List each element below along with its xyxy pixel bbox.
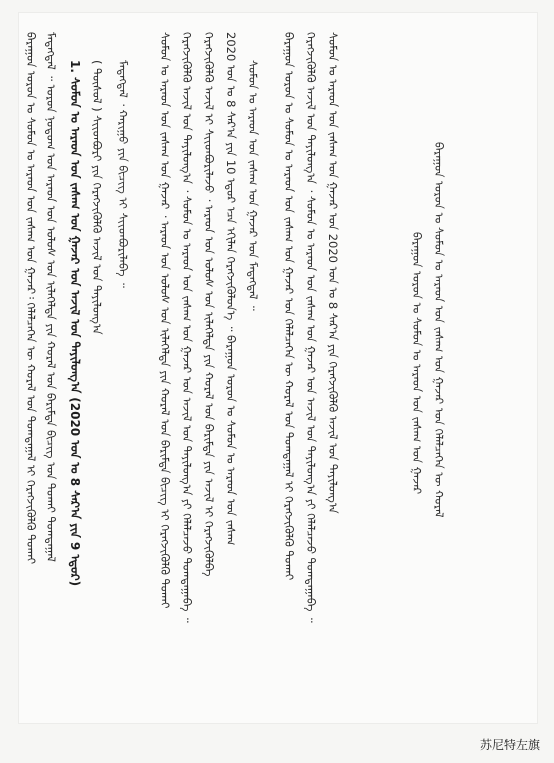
text-column-10: ᠪᠠᠷᠠᠭᠤᠨ ᠤᠷᠤᠨ ᠤ ᠰᠤᠮᠤᠨ ᠤ ᠠᠷᠠᠳ ᠤᠨ ᠵᠠᠰᠠᠭ ᠤᠨ ᠭᠠᠵᠠᠷ ᠤᠨ ᠬᠡᠯᠡᠯᠴᠡᠭᠡᠨ ᠦ ᠬᠤᠷᠠᠯ ᠤᠨ ᠲᠣᠭᠲᠠᠭᠠᠯ ᠢ ᠬᠡᠷᠡᠭᠵᠢᠭᠦᠯᠬᠦ ᠲᠤᠬᠠᠢ [282, 32, 296, 581]
text-column-2: ᠮᠡᠳᠡᠭᠳᠡᠯ ᠃ ᠣᠷᠣᠨ ᠨᠤᠲᠤᠭ ᠤᠨ ᠠᠷᠠᠳ ᠤᠨ ᠤᠯᠤᠰ ᠤᠨ ᠢᠯᠡᠭᠡᠯᠲᠡ ᠶᠢᠨ ᠬᠤᠷᠠᠯ ᠤᠨ ᠪᠠᠷᠢᠮᠲᠠ ᠪᠢᠴᠢᠭ ᠤᠨ ᠲᠤᠬᠠᠢ ᠲᠣᠭᠲᠠᠭᠠᠯ [44, 32, 58, 562]
text-column-1: ᠪᠠᠷᠠᠭᠤᠨ ᠤᠷᠤᠨ ᠤ ᠰᠤᠮᠤᠨ ᠤ ᠠᠷᠠᠳ ᠤᠨ ᠵᠠᠰᠠᠭ ᠤᠨ ᠭᠠᠵᠠᠷ᠄ ᠬᠡᠯᠡᠯᠴᠡᠭᠡᠨ ᠦ ᠬᠤᠷᠠᠯ ᠤᠨ ᠲᠣᠭᠲᠠᠭᠠᠯ ᠢ ᠬᠡᠷᠡᠭᠵᠢᠭᠦᠯᠬᠦ ᠲᠤᠬᠠᠢ [24, 32, 38, 565]
document-sheet [18, 12, 538, 724]
footer-label: 苏尼特左旗 [479, 738, 540, 752]
text-column-3: ( ᠲᠥᠰᠥᠯ ) ᠰᠢᠢᠳᠪᠦᠷᠢ ᠶᠢᠨ ᠬᠡᠷᠡᠭᠵᠢᠭᠦᠯᠬᠦ ᠠᠵᠢᠯ ᠤᠨ ᠲᠠᠶᠢᠯᠤᠩ᠎ᠠ [90, 60, 104, 335]
text-column-12: ᠰᠤᠮᠤᠨ ᠤ ᠠᠷᠠᠳ ᠤᠨ ᠵᠠᠰᠠᠭ ᠤᠨ ᠭᠠᠵᠠᠷ ᠤᠨ 2020 ᠣᠨ ᠤ 8 ᠰᠠᠷ᠎ᠠ ᠶᠢᠨ ᠬᠡᠷᠡᠭᠵᠢᠭᠦᠯᠬᠦ ᠠᠵᠢᠯ ᠤᠨ ᠲᠠᠶᠢᠯᠤᠩ᠎ᠠ [326, 32, 340, 514]
text-column-9: ᠰᠤᠮᠤᠨ ᠤ ᠠᠷᠠᠳ ᠤᠨ ᠵᠠᠰᠠᠭ ᠤᠨ ᠭᠠᠵᠠᠷ ᠤᠨ ᠮᠡᠳᠡᠭᠳᠡᠯ ᠃ [246, 60, 260, 311]
text-column-6: ᠬᠡᠷᠡᠭᠵᠢᠭᠦᠯᠬᠦ ᠠᠵᠢᠯ ᠤᠨ ᠲᠠᠶᠢᠯᠤᠩ᠎ᠠ ᠂ ᠰᠤᠮᠤᠨ ᠤ ᠠᠷᠠᠳ ᠤᠨ ᠵᠠᠰᠠᠭ ᠤᠨ ᠭᠠᠵᠠᠷ ᠤᠨ ᠠᠵᠢᠯ ᠤᠨ ᠲᠠᠶᠢᠯᠤᠩ᠎ᠠ ᠶᠢ ᠬᠡᠯᠡᠯᠴᠡᠵᠦ ᠲᠣᠭᠲᠠᠭᠠᠪᠠ ᠃ [180, 32, 194, 623]
signature-column-1: ᠪᠠᠷᠠᠭᠤᠨ ᠤᠷᠤᠨ ᠤ ᠰᠤᠮᠤᠨ ᠤ ᠠᠷᠠᠳ ᠤᠨ ᠵᠠᠰᠠᠭ ᠤᠨ ᠭᠠᠵᠠᠷ [410, 232, 424, 495]
section-heading-1: 1. ᠰᠤᠮᠤᠨ ᠤ ᠠᠷᠠᠳ ᠤᠨ ᠵᠠᠰᠠᠭ ᠤᠨ ᠭᠠᠵᠠᠷ ᠤᠨ ᠠᠵᠢᠯ ᠤᠨ ᠲᠠᠶᠢᠯᠤᠩ᠎ᠠ (2020 ᠣᠨ ᠤ 8 ᠰᠠᠷ᠎ᠠ ᠶᠢᠨ 9 ᠡᠳᠦᠷ) [68, 60, 82, 587]
text-column-8: 2020 ᠣᠨ ᠤ 8 ᠰᠠᠷ᠎ᠠ ᠶᠢᠨ 10 ᠡᠳᠦᠷ ᠡᠴᠡ ᠡᠬᠢᠯᠡᠨ ᠬᠡᠷᠡᠭᠵᠢᠭᠦᠯᠦᠨ᠎ᠡ ᠃ ᠪᠠᠷᠠᠭᠤᠨ ᠤᠷᠤᠨ ᠤ ᠰᠤᠮᠤᠨ ᠤ ᠠᠷᠠᠳ ᠤᠨ ᠵᠠᠰᠠᠭ [224, 32, 238, 546]
signature-column-2: ᠪᠠᠷᠠᠭᠤᠨ ᠤᠷᠤᠨ ᠤ ᠰᠤᠮᠤᠨ ᠤ ᠠᠷᠠᠳ ᠤᠨ ᠵᠠᠰᠠᠭ ᠤᠨ ᠭᠠᠵᠠᠷ ᠤᠨ ᠬᠡᠯᠡᠯᠴᠡᠭᠡᠨ ᠦ ᠬᠤᠷᠠᠯ [432, 142, 446, 518]
text-column-5: ᠰᠤᠮᠤᠨ ᠤ ᠠᠷᠠᠳ ᠤᠨ ᠵᠠᠰᠠᠭ ᠤᠨ ᠭᠠᠵᠠᠷ ᠂ ᠠᠷᠠᠳ ᠤᠨ ᠤᠯᠤᠰ ᠤᠨ ᠢᠯᠡᠭᠡᠯᠲᠡ ᠶᠢᠨ ᠬᠤᠷᠠᠯ ᠤᠨ ᠪᠠᠷᠢᠮᠲᠠ ᠪᠢᠴᠢᠭ ᠢ ᠬᠡᠷᠡᠭᠵᠢᠭᠦᠯᠬᠦ ᠲᠤᠬᠠᠢ [158, 32, 172, 609]
text-column-4: ᠮᠡᠳᠡᠭᠳᠡᠯ ᠂ ᠬᠠᠷᠢᠭᠤ ᠶᠢᠨ ᠪᠢᠴᠢᠭ ᠢ ᠰᠢᠢᠳᠪᠦᠷᠢᠯᠡᠪᠡ ᠃ [116, 60, 130, 288]
text-column-11: ᠬᠡᠷᠡᠭᠵᠢᠭᠦᠯᠬᠦ ᠠᠵᠢᠯ ᠤᠨ ᠲᠠᠶᠢᠯᠤᠩ᠎ᠠ ᠂ ᠰᠤᠮᠤᠨ ᠤ ᠠᠷᠠᠳ ᠤᠨ ᠵᠠᠰᠠᠭ ᠤᠨ ᠭᠠᠵᠠᠷ ᠤᠨ ᠠᠵᠢᠯ ᠤᠨ ᠲᠠᠶᠢᠯᠤᠩ᠎ᠠ ᠶᠢ ᠬᠡᠯᠡᠯᠴᠡᠵᠦ ᠲᠣᠭᠲᠠᠭᠠᠪᠠ ᠃ [304, 32, 318, 623]
text-column-7: ᠬᠡᠷᠡᠭᠵᠢᠭᠦᠯᠬᠦ ᠠᠵᠢᠯ ᠢ ᠰᠢᠢᠳᠪᠦᠷᠢᠯᠡᠵᠦ ᠂ ᠠᠷᠠᠳ ᠤᠨ ᠤᠯᠤᠰ ᠤᠨ ᠢᠯᠡᠭᠡᠯᠲᠡ ᠶᠢᠨ ᠬᠤᠷᠠᠯ ᠤᠨ ᠪᠠᠷᠢᠮᠲᠠ ᠶᠢᠨ ᠠᠵᠢᠯ ᠢ ᠬᠡᠷᠡᠭᠵᠢᠭᠦᠯᠪᠡ [202, 32, 216, 577]
